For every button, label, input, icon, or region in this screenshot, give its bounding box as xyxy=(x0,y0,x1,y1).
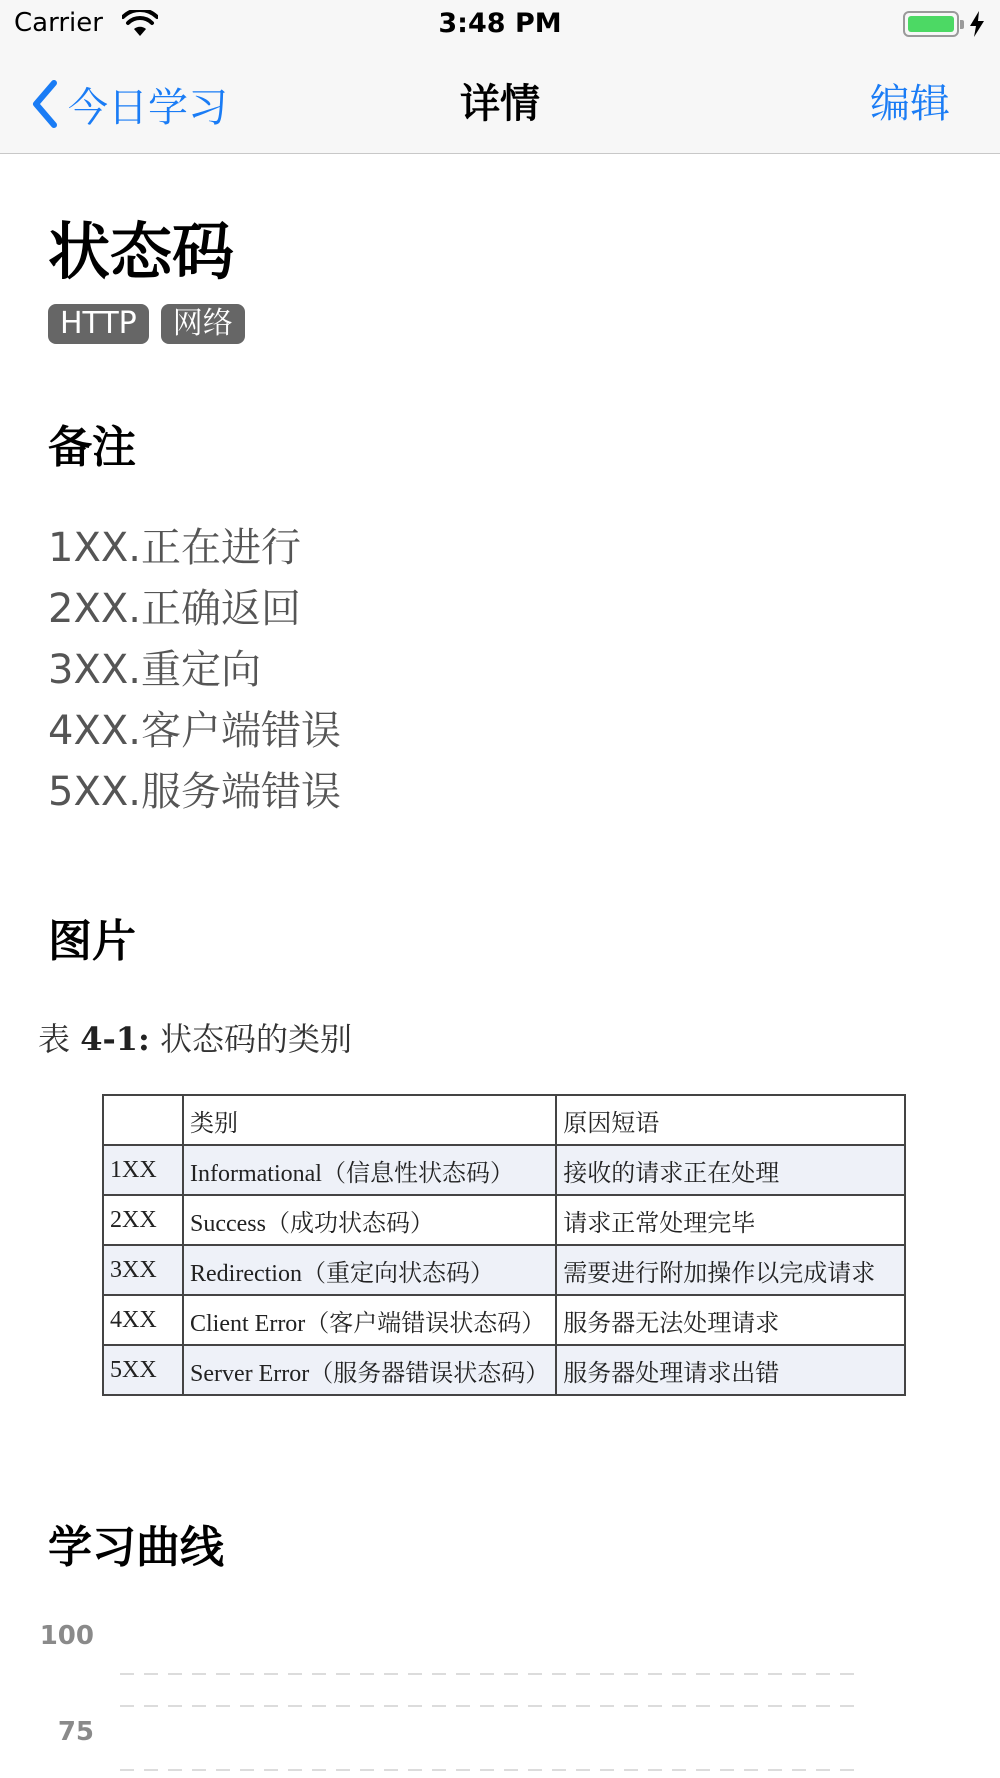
table-header-row xyxy=(103,1095,905,1145)
tag-badge: 网络 xyxy=(161,304,245,344)
table-row xyxy=(103,1345,905,1395)
table-cell: 5XX xyxy=(103,1345,183,1395)
battery-fill xyxy=(908,16,954,32)
edit-button[interactable]: 编辑 xyxy=(870,81,950,127)
charging-bolt-icon xyxy=(968,10,986,38)
table-cell: 需要进行附加操作以完成请求 xyxy=(556,1245,905,1295)
table-cell: 接收的请求正在处理 xyxy=(556,1145,905,1195)
table-cell: Server Error（服务器错误状态码） xyxy=(183,1345,556,1395)
table-cell: 1XX xyxy=(103,1145,183,1195)
navigation-bar xyxy=(0,52,1000,154)
tag-list xyxy=(48,304,245,344)
status-code-table-image[interactable] xyxy=(102,1094,906,1396)
note-line: 1XX.正在进行 xyxy=(48,525,301,571)
table-cell: 3XX xyxy=(103,1245,183,1295)
back-button-label: 今日学习 xyxy=(68,84,228,131)
table-cell: Client Error（客户端错误状态码） xyxy=(183,1295,556,1345)
image-caption xyxy=(38,1014,352,1060)
y-tick-label: 75 xyxy=(57,1717,94,1747)
notes-heading: 备注 xyxy=(48,422,136,473)
page-title: 状态码 xyxy=(48,215,235,288)
note-line: 3XX.重定向 xyxy=(48,647,261,693)
learning-curve-chart xyxy=(0,1604,1000,1778)
table-header-cell xyxy=(103,1095,183,1145)
table-header-cell: 原因短语 xyxy=(556,1095,905,1145)
table-row xyxy=(103,1195,905,1245)
caption-text: 状态码的类别 xyxy=(159,1020,352,1058)
caption-prefix: 表 xyxy=(38,1020,71,1058)
table-cell: 服务器处理请求出错 xyxy=(556,1345,905,1395)
note-line: 4XX.客户端错误 xyxy=(48,708,341,754)
image-heading: 图片 xyxy=(48,916,136,967)
status-bar xyxy=(0,0,1000,52)
table-cell: Success（成功状态码） xyxy=(183,1195,556,1245)
table-cell: Redirection（重定向状态码） xyxy=(183,1245,556,1295)
note-line: 5XX.服务端错误 xyxy=(48,769,341,815)
caption-number: 4-1: xyxy=(80,1020,150,1058)
battery-icon xyxy=(903,11,959,37)
y-tick-label: 100 xyxy=(39,1621,94,1651)
table-row xyxy=(103,1295,905,1345)
learning-curve-svg xyxy=(0,1604,1000,1778)
table-cell: 请求正常处理完毕 xyxy=(556,1195,905,1245)
learning-curve-heading: 学习曲线 xyxy=(48,1522,224,1573)
status-time: 3:48 PM xyxy=(438,8,562,39)
table-cell: 2XX xyxy=(103,1195,183,1245)
table-row xyxy=(103,1145,905,1195)
table-cell: 4XX xyxy=(103,1295,183,1345)
table-cell: Informational（信息性状态码） xyxy=(183,1145,556,1195)
table-row xyxy=(103,1245,905,1295)
tag-badge: HTTP xyxy=(48,304,149,344)
table-header-cell: 类别 xyxy=(183,1095,556,1145)
notes-text xyxy=(48,518,341,823)
nav-title: 详情 xyxy=(460,81,540,127)
carrier-label: Carrier xyxy=(14,8,103,38)
note-line: 2XX.正确返回 xyxy=(48,586,301,632)
battery-nub xyxy=(960,20,964,29)
table-cell: 服务器无法处理请求 xyxy=(556,1295,905,1345)
